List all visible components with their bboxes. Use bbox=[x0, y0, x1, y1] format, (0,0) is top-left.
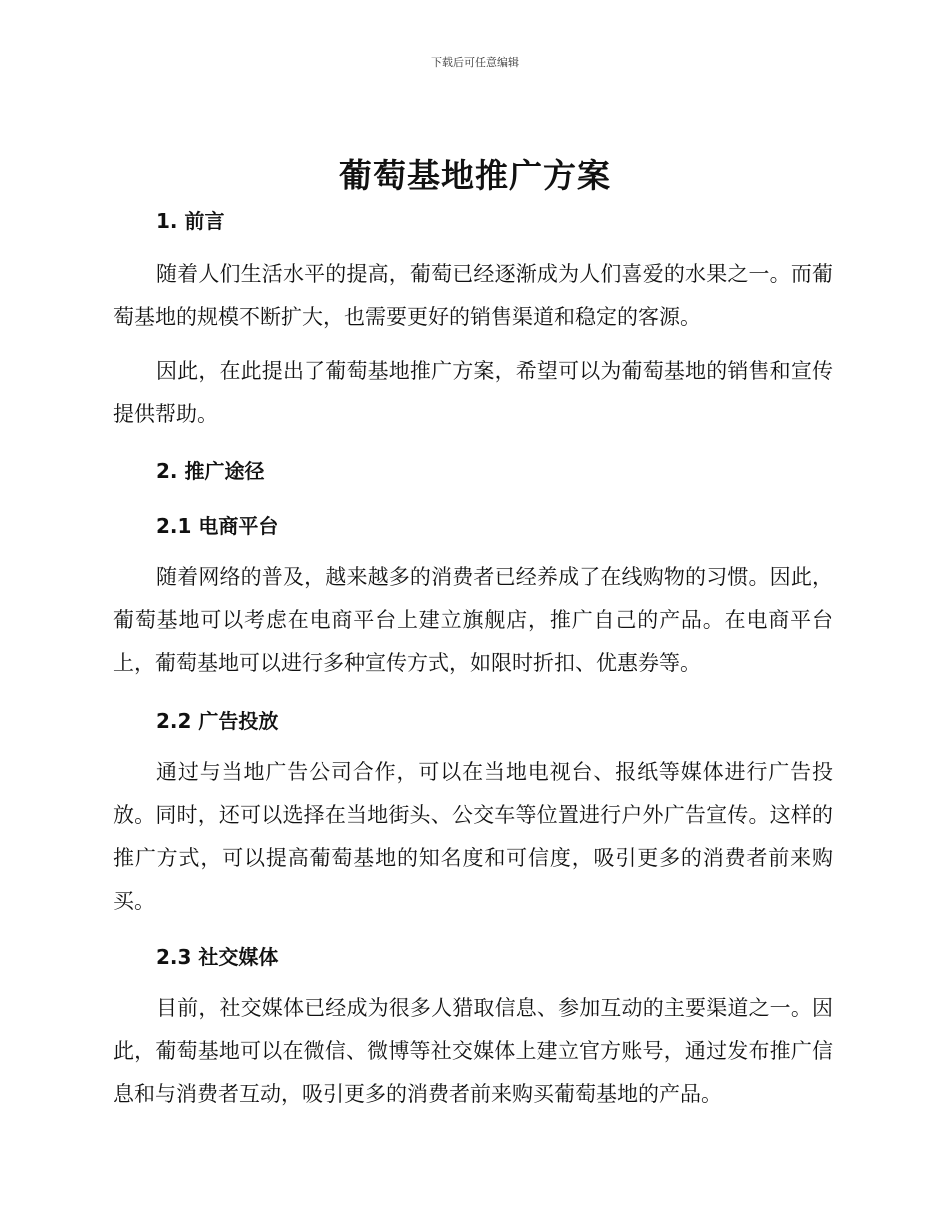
subsection-heading-advertising: 2.2 广告投放 bbox=[156, 709, 279, 733]
paragraph-preface-2: 因此，在此提出了葡萄基地推广方案，希望可以为葡萄基地的销售和宣传提供帮助。 bbox=[113, 359, 833, 426]
document-title: 葡萄基地推广方案 bbox=[339, 156, 611, 195]
page-header-note: 下载后可任意编辑 bbox=[431, 56, 519, 69]
section-heading-preface: 1. 前言 bbox=[156, 209, 225, 233]
paragraph-ecommerce: 随着网络的普及，越来越多的消费者已经养成了在线购物的习惯。因此，葡萄基地可以考虑在电商平台上建立旗舰店，推广自己的产品。在电商平台上，葡萄基地可以进行多种宣传方式，如限时折扣、优惠券等。 bbox=[113, 565, 833, 675]
paragraph-social-media: 目前，社交媒体已经成为很多人猎取信息、参加互动的主要渠道之一。因此，葡萄基地可以在微信、微博等社交媒体上建立官方账号，通过发布推广信息和与消费者互动，吸引更多的消费者前来购买葡萄基地的产品。 bbox=[113, 996, 833, 1106]
subsection-heading-ecommerce: 2.1 电商平台 bbox=[156, 514, 279, 538]
subsection-heading-social-media: 2.3 社交媒体 bbox=[156, 945, 279, 969]
section-heading-channels: 2. 推广途径 bbox=[156, 459, 265, 483]
paragraph-preface-1: 随着人们生活水平的提高，葡萄已经逐渐成为人们喜爱的水果之一。而葡萄基地的规模不断扩大，也需要更好的销售渠道和稳定的客源。 bbox=[113, 262, 833, 329]
paragraph-advertising: 通过与当地广告公司合作，可以在当地电视台、报纸等媒体进行广告投放。同时，还可以选择在当地街头、公交车等位置进行户外广告宣传。这样的推广方式，可以提高葡萄基地的知名度和可信度，吸引更多的消费者前来购买。 bbox=[113, 760, 833, 913]
